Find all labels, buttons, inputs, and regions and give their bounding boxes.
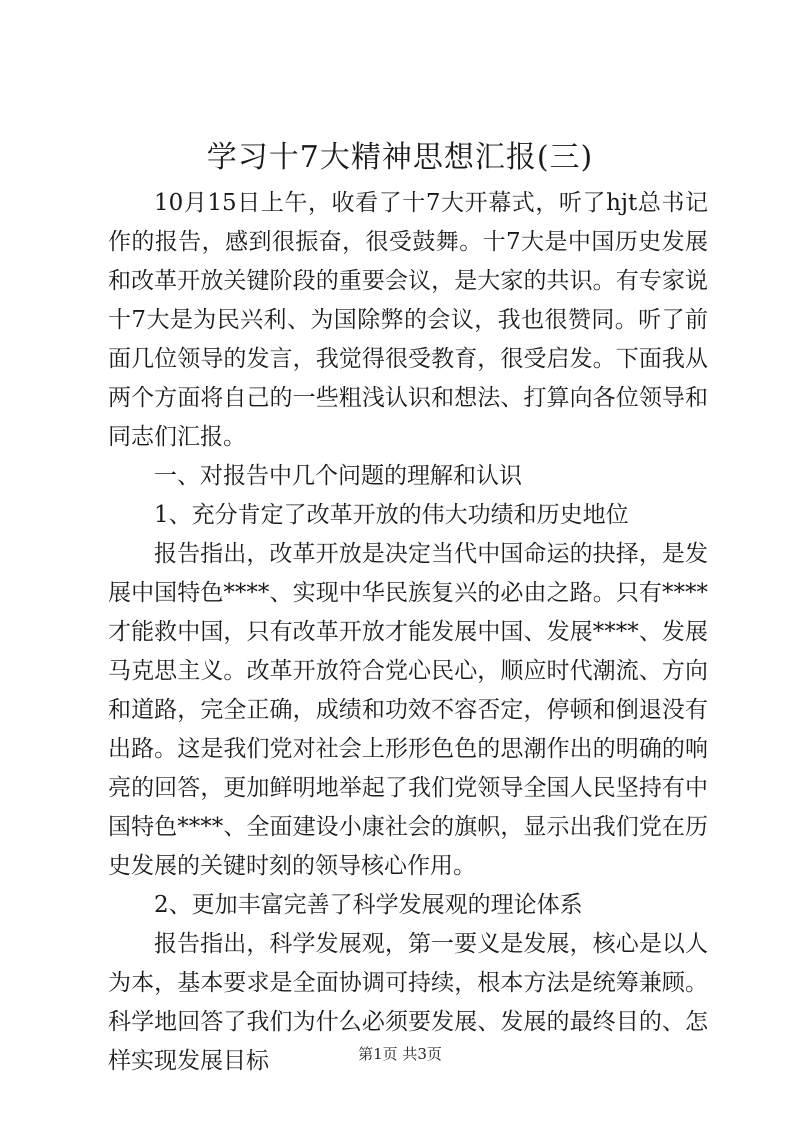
paragraph-reform: 报告指出，改革开放是决定当代中国命运的抉择，是发展中国特色****、实现中华民族复兴的必由之路。只有****才能救中国，只有改革开放才能发展中国、发展****、发展马克思主义。改革开放符合党心民心，顺应时代潮流、方向和道路，完全正确，成绩和功效不容否定，停顿和倒退没有出路。这是我们党对社会上形形色色的思潮作出的明确的响亮的回答，更加鲜明地举起了我们党领导全国人民坚持有中国特色****、全面建设小康社会的旗帜，显示出我们党在历史发展的关键时刻的领导核心作用。 [108, 541, 708, 879]
subheading-2: 2、更加丰富完善了科学发展观的理论体系 [154, 892, 583, 918]
section-heading-1: 一、对报告中几个问题的理解和认识 [154, 463, 522, 489]
page-footer: 第1页 共3页 [358, 1045, 442, 1063]
paragraph-development: 报告指出，科学发展观，第一要义是发展，核心是以人为本，基本要求是全面协调可持续，根本方法是统筹兼顾。科学地回答了我们为什么必须要发展、发展的最终目的、怎样实现发展目标 [108, 931, 708, 1074]
paragraph-intro: 10月15日上午，收看了十7大开幕式，听了hjt总书记作的报告，感到很振奋，很受鼓舞。十7大是中国历史发展和改革开放关键阶段的重要会议，是大家的共识。有专家说十7大是为民兴利、为国除弊的会议，我也很赞同。听了前面几位领导的发言，我觉得很受教育，很受启发。下面我从两个方面将自己的一些粗浅认识和想法、打算向各位领导和同志们汇报。 [108, 190, 708, 450]
document-title: 学习十7大精神思想汇报(三) [206, 140, 594, 175]
document-body [108, 184, 708, 1081]
subheading-1: 1、充分肯定了改革开放的伟大功绩和历史地位 [154, 502, 629, 528]
